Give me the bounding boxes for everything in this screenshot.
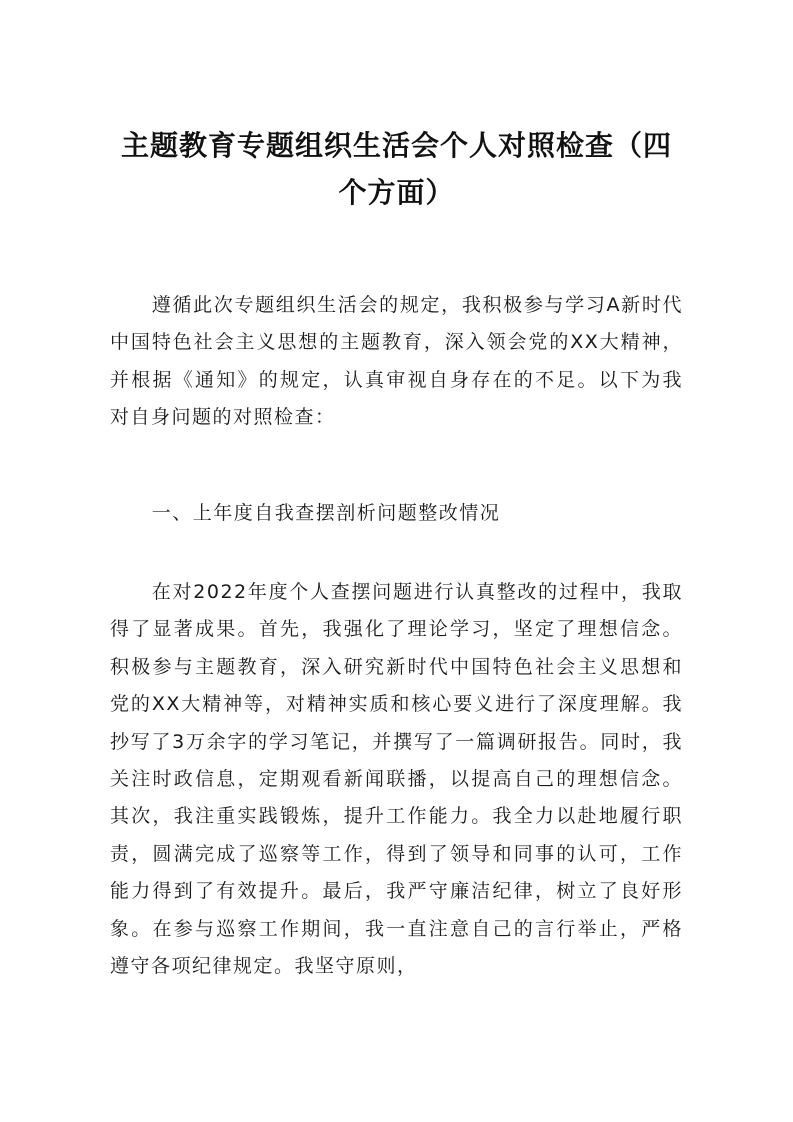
section-body-paragraph: 在对2022年度个人查摆问题进行认真整改的过程中，我取得了显著成果。首先，我强化了理论学习，坚定了理想信念。积极参与主题教育，深入研究新时代中国特色社会主义思想和党的XX大精神等，对精神实质和核心要义进行了深度理解。我抄写了3万余字的学习笔记，并撰写了一篇调研报告。同时，我关注时政信息，定期观看新闻联播，以提高自己的理想信念。其次，我注重实践锻炼，提升工作能力。我全力以赴地履行职责，圆满完成了巡察等工作，得到了领导和同事的认可，工作能力得到了有效提升。最后，我严守廉洁纪律，树立了良好形象。在参与巡察工作期间，我一直注意自己的言行举止，严格遵守各项纪律规定。我坚守原则， [110,581,683,978]
section-heading: 一、上年度自我查摆剖析问题整改情况 [151,502,501,524]
intro-paragraph: 遵循此次专题组织生活会的规定，我积极参与学习A新时代中国特色社会主义思想的主题教育，深入领会党的XX大精神，并根据《通知》的规定，认真审视自身存在的不足。以下为我对自身问题的对照检查： [110,294,683,429]
document-title: 主题教育专题组织生活会个人对照检查（四个方面） [120,129,672,209]
